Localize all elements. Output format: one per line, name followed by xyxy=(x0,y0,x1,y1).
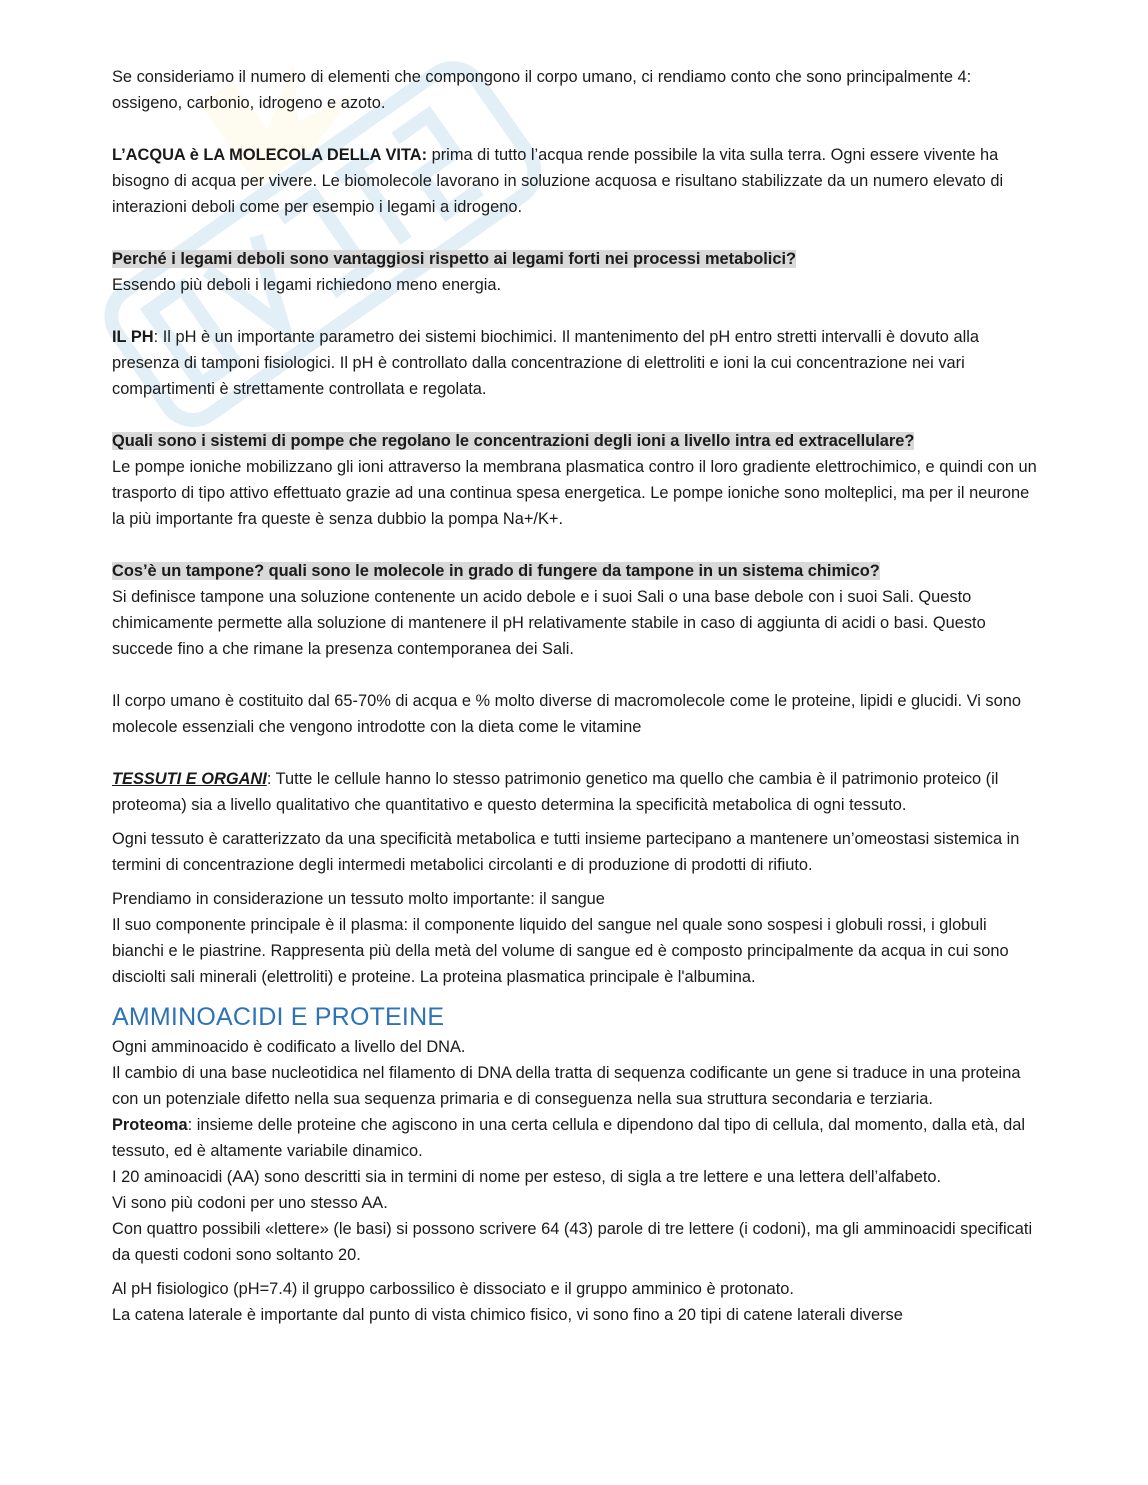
question-1-text: Perché i legami deboli sono vantaggiosi rispetto ai legami forti nei processi metabolici? xyxy=(112,250,797,268)
question-3-text: Cos’è un tampone? quali sono le molecole in grado di fungere da tampone in un sistema chimico? xyxy=(112,562,880,580)
proteoma-paragraph xyxy=(112,1112,1037,1164)
tessuti-text: : Tutte le cellule hanno lo stesso patrimonio genetico ma quello che cambia è il patrimonio proteico (il proteoma) sia a livello qualitativo che quantitativo e questo determina la specificità metabolica di ogni tessuto. xyxy=(112,770,999,814)
aa-line-4: Vi sono più codoni per uno stesso AA. xyxy=(112,1194,388,1212)
intro-paragraph: Se consideriamo il numero di elementi che compongono il corpo umano, ci rendiamo conto che sono principalmente 4: ossigeno, carbonio, idrogeno e azoto. xyxy=(112,68,972,112)
sangue-paragraph: Il suo componente principale è il plasma: il componente liquido del sangue nel quale sono sospesi i globuli rossi, i globuli bianchi e le piastrine. Rappresenta più della metà del volume di sangue ed è composto principalmente da acqua in cui sono disciolti sali minerali (elettroliti) e proteine. La proteina plasmatica principale è l'albumina. xyxy=(112,916,1009,986)
aa-line-2: Il cambio di una base nucleotidica nel filamento di DNA della tratta di sequenza codificante un gene si traduce in una proteina con un potenziale difetto nella sua sequenza primaria e di conseguenza nella sua struttura secondaria e terziaria. xyxy=(112,1064,1021,1108)
ph-text: : Il pH è un importante parametro dei sistemi biochimici. Il mantenimento del pH entro stretti intervalli è dovuto alla presenza di tamponi fisiologici. Il pH è controllato dalla concentrazione di elettroliti e ioni la cui concentrazione nei vari compartimenti è strettamente controllata e regolata. xyxy=(112,328,979,398)
acqua-label: L’ACQUA è LA MOLECOLA DELLA VITA: xyxy=(112,146,428,164)
sangue-line: Prendiamo in considerazione un tessuto molto importante: il sangue xyxy=(112,890,605,908)
aa-line-5: Con quattro possibili «lettere» (le basi) si possono scrivere 64 (43) parole di tre lettere (i codoni), ma gli amminoacidi specificati da questi codoni sono soltanto 20. xyxy=(112,1220,1033,1264)
aa-line-3: I 20 aminoacidi (AA) sono descritti sia in termini di nome per esteso, di sigla a tre lettere e una lettera dell’alfabeto. xyxy=(112,1168,942,1186)
question-1 xyxy=(112,246,1037,272)
question-2-text: Quali sono i sistemi di pompe che regolano le concentrazioni degli ioni a livello intra ed extracellulare? xyxy=(112,432,915,450)
proteoma-text: : insieme delle proteine che agiscono in una certa cellula e dipendono dal tipo di cellula, dal momento, dalla età, dal tessuto, ed è altamente variabile dinamico. xyxy=(112,1116,1025,1160)
acqua-paragraph xyxy=(112,142,1037,220)
ph-paragraph xyxy=(112,324,1037,402)
acqua-text: prima di tutto l’acqua rende possibile la vita sulla terra. Ogni essere vivente ha bisogno di acqua per vivere. Le biomolecole lavorano in soluzione acquosa e risultano stabilizzate da un numero elevato di interazioni deboli come per esempio i legami a idrogeno. xyxy=(112,146,1004,216)
answer-1: Essendo più deboli i legami richiedono meno energia. xyxy=(112,276,502,294)
question-2 xyxy=(112,428,1037,454)
tessuti-paragraph xyxy=(112,766,1037,818)
section-heading: AMMINOACIDI E PROTEINE xyxy=(112,1003,445,1031)
aa-line-7: La catena laterale è importante dal punto di vista chimico fisico, vi sono fino a 20 tipi di catene laterali diverse xyxy=(112,1306,903,1324)
tessuto-paragraph: Ogni tessuto è caratterizzato da una specificità metabolica e tutti insieme partecipano a mantenere un’omeostasi sistemica in termini di concentrazione degli intermedi metabolici circolanti e di produzione di prodotti di rifiuto. xyxy=(112,830,1020,874)
answer-2: Le pompe ioniche mobilizzano gli ioni attraverso la membrana plasmatica contro il loro gradiente elettrochimico, e quindi con un trasporto di tipo attivo effettuato grazie ad una continua spesa energetica. Le pompe ioniche sono molteplici, ma per il neurone la più importante fra queste è senza dubbio la pompa Na+/K+. xyxy=(112,458,1037,528)
aa-line-1: Ogni amminoacido è codificato a livello del DNA. xyxy=(112,1038,466,1056)
corpo-paragraph: Il corpo umano è costituito dal 65-70% di acqua e % molto diverse di macromolecole come le proteine, lipidi e glucidi. Vi sono molecole essenziali che vengono introdotte con la dieta come le vitamine xyxy=(112,692,1021,736)
proteoma-label: Proteoma xyxy=(112,1116,188,1134)
tessuti-label: TESSUTI E ORGANI xyxy=(112,770,267,788)
aa-line-6: Al pH fisiologico (pH=7.4) il gruppo carbossilico è dissociato e il gruppo amminico è protonato. xyxy=(112,1280,794,1298)
question-3 xyxy=(112,558,1037,584)
ph-label: IL PH xyxy=(112,328,154,346)
answer-3: Si definisce tampone una soluzione contenente un acido debole e i suoi Sali o una base debole con i suoi Sali. Questo chimicamente permette alla soluzione di mantenere il pH relativamente stabile in caso di aggiunta di acidi o basi. Questo succede fino a che rimane la presenza contemporanea dei Sali. xyxy=(112,588,986,658)
document-page xyxy=(112,64,1037,1328)
